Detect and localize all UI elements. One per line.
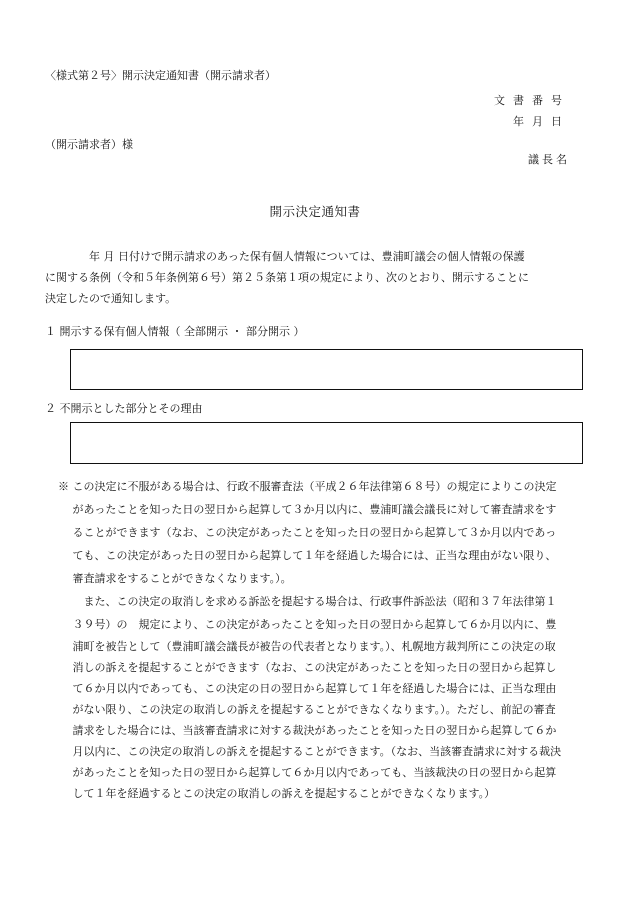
notice-line: ることができます（なお、この決定があったことを知った日の翌日から起算して３か月以内であっ	[58, 526, 557, 539]
intro-line: 決定したので通知します。	[45, 292, 177, 305]
intro-line: に関する条例（令和５年条例第６号）第２５条第１項の規定により、次のとおり、開示することに	[45, 271, 529, 284]
notice-line: 審査請求をすることができなくなります。）。	[58, 572, 292, 585]
document-number: 文書番号	[494, 94, 570, 107]
notice-line: 月以内に、この決定の取消しの訴えを提起することができます。（なお、当該審査請求に対する裁決	[58, 745, 562, 758]
notice-line: て６か月以内であっても、この決定の日の翌日から起算して１年を経過した場合には、正当な理由	[58, 682, 557, 695]
nondisclosed-part-heading: ２ 不開示とした部分とその理由	[45, 402, 203, 415]
sender-name: 議長名	[528, 153, 570, 166]
notice-line: ても、この決定があった日の翌日から起算して１年を経過した場合には、正当な理由がない限り、	[58, 549, 557, 562]
document-date: 年月日	[513, 115, 570, 128]
disclosed-info-box	[70, 349, 583, 390]
nondisclosed-reason-box	[70, 422, 583, 464]
intro-paragraph	[45, 246, 590, 309]
recipient-name: （開示請求者）様	[45, 138, 133, 151]
notice-line: がない限り、この決定の取消しの訴えを提起することができなくなります。）。ただし、前記の審査	[58, 703, 556, 716]
notice-line: があったことを知った日の翌日から起算して３か月以内に、豊浦町議会議長に対して審査請求をす	[58, 503, 557, 516]
notice-line: 浦町を被告として（豊浦町議会議長が被告の代表者となります。）、札幌地方裁判所にこの決定の取	[58, 640, 556, 653]
notice-line: して１年を経過するとこの決定の取消しの訴えを提起することができなくなります。）	[58, 787, 496, 800]
notice-line: があったことを知った日の翌日から起算して６か月以内であっても、当該裁決の日の翌日から起算	[58, 766, 557, 779]
notice-line: ３９号）の 規定により、この決定があったことを知った日の翌日から起算して６か月以内に、豊	[58, 618, 557, 631]
notice-line: 請求をした場合には、当該審査請求に対する裁決があったことを知った日の翌日から起算して６か	[58, 724, 557, 737]
disclosed-info-heading: １ 開示する保有個人情報（ 全部開示 ・ 部分開示 ）	[45, 325, 305, 338]
form-label: 〈様式第２号〉開示決定通知書（開示請求者）	[45, 69, 276, 82]
intro-line: 年 月 日付けで開示請求のあった保有個人情報については、豊浦町議会の個人情報の保護	[45, 250, 525, 263]
notice-line: また、この決定の取消しを求める訴訟を提起する場合は、行政事件訴訟法（昭和３７年法律第１	[58, 595, 557, 608]
notice-line: 消しの訴えを提起することができます（なお、この決定があったことを知った日の翌日から起算し	[58, 661, 557, 674]
page-title: 開示決定通知書	[269, 204, 361, 219]
appeal-notice	[58, 475, 598, 804]
notice-line: ※ この決定に不服がある場合は、行政不服審査法（平成２６年法律第６８号）の規定によりこの決定	[58, 480, 557, 493]
